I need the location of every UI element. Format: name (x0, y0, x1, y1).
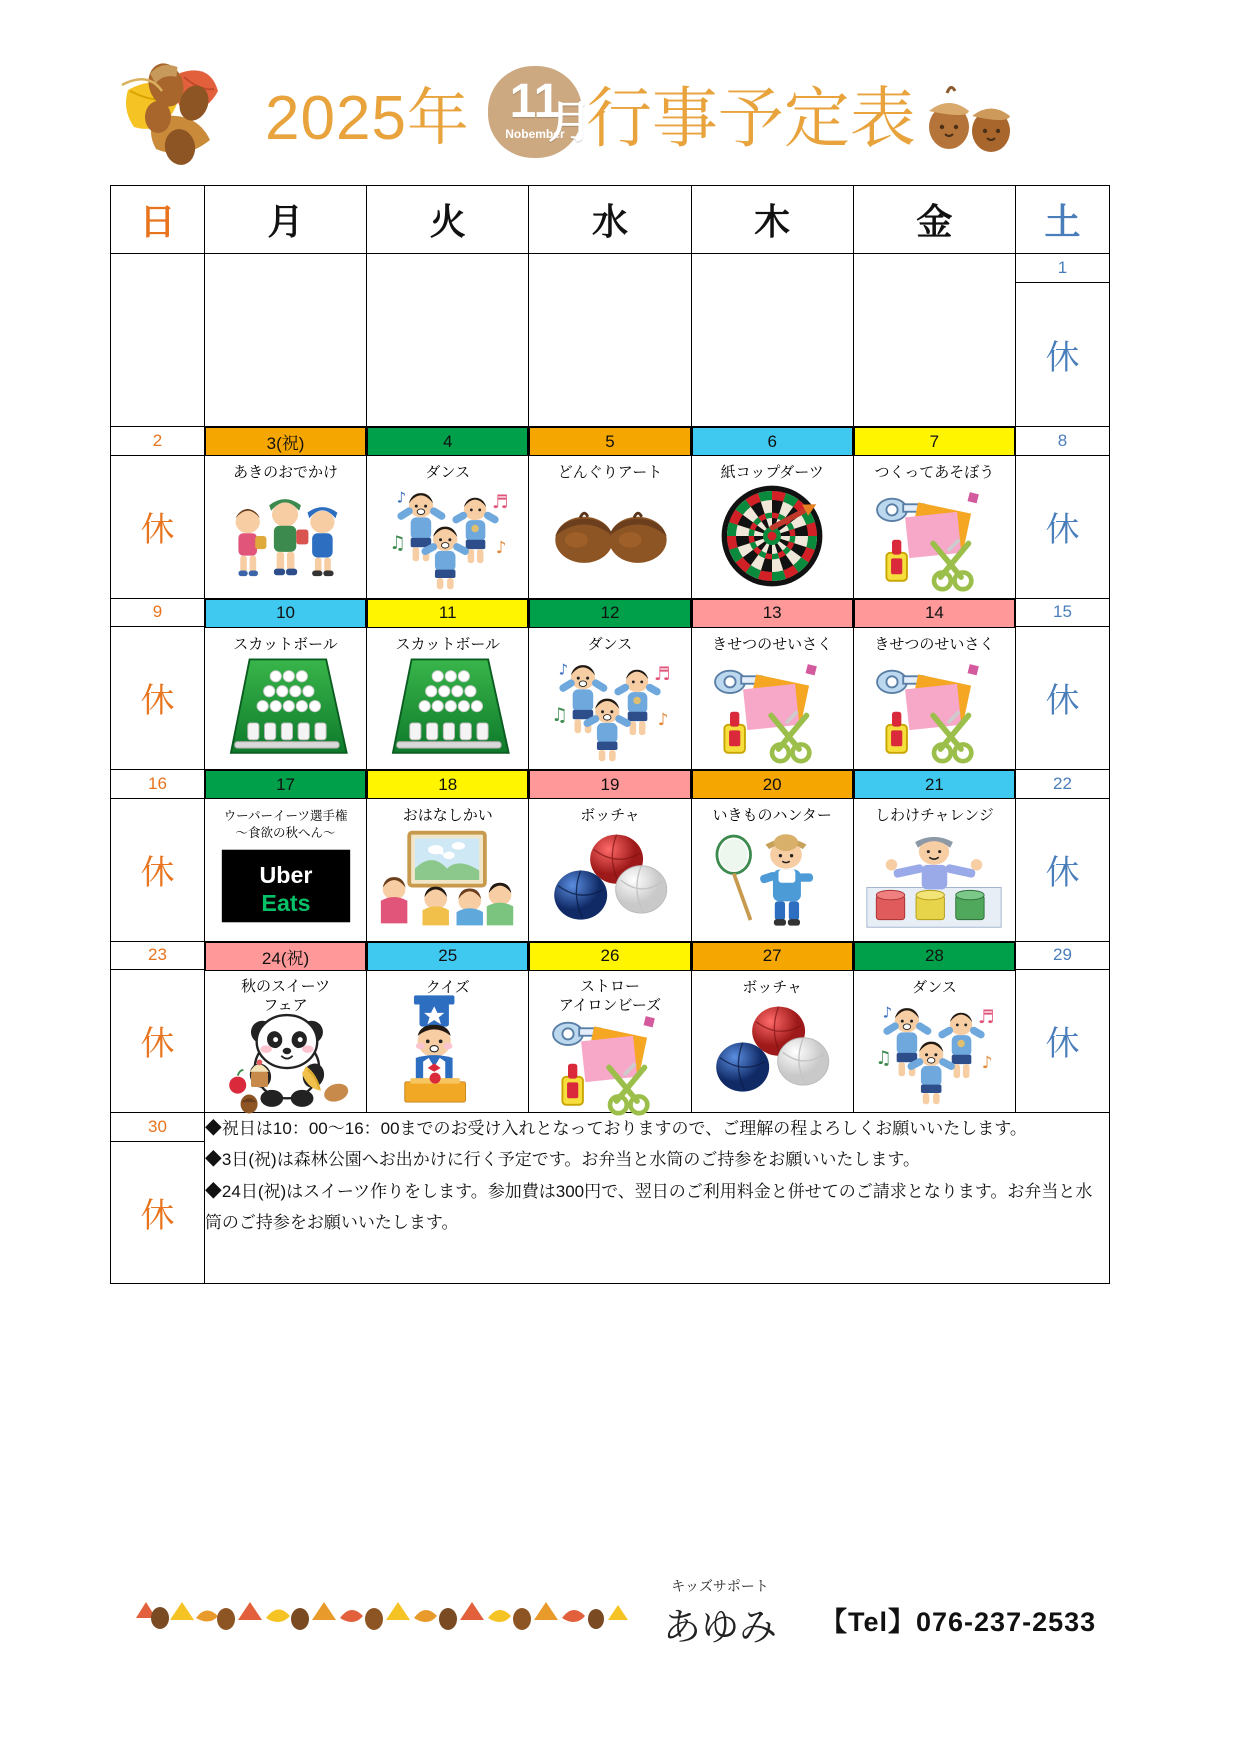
date-number: 20 (692, 771, 852, 799)
event-content (205, 627, 365, 769)
event-title: きせつのせいさく (712, 635, 833, 653)
event-subtitle: フェア (263, 997, 308, 1015)
day-header-sun: 日 (111, 186, 205, 254)
day-cell-27[interactable] (691, 941, 853, 1113)
date-number: 14 (854, 599, 1014, 627)
svg-text:♪: ♪ (396, 488, 406, 507)
event-title: ダンス (587, 635, 633, 653)
panda-sweets-illustration (205, 1014, 365, 1106)
event-content (368, 456, 528, 598)
event-title: スカットボール (233, 635, 338, 653)
day-cell-empty (111, 254, 205, 427)
event-title: スカットボール (395, 635, 501, 653)
org-subtitle: キッズサポート (671, 1578, 769, 1594)
day-cell-30[interactable] (111, 1113, 205, 1284)
svg-text:Uber: Uber (259, 862, 313, 889)
event-title: いきものハンター (712, 807, 832, 825)
date-number: 10 (205, 599, 365, 627)
day-header-mon: 月 (204, 186, 366, 254)
event-title: ボッチャ (580, 807, 640, 825)
date-number: 27 (692, 942, 852, 970)
acorn-leaves-decoration (118, 55, 278, 165)
day-cell-13[interactable] (691, 598, 853, 770)
org-name: あゆみ (662, 1607, 777, 1649)
calendar-week-row (111, 941, 1110, 1113)
day-cell-2[interactable] (111, 427, 205, 599)
acorns-illustration (530, 481, 690, 591)
day-cell-8[interactable] (1016, 427, 1110, 599)
event-title: ボッチャ (742, 978, 802, 996)
closed-label: 休 (140, 1025, 175, 1064)
day-cell-empty (204, 254, 366, 427)
event-title: おはなしかい (402, 807, 493, 825)
sorting-challenge-illustration (854, 824, 1014, 934)
day-cell-12[interactable] (529, 598, 691, 770)
event-title: 秋のスイーツ (240, 978, 331, 996)
date-number: 13 (692, 599, 852, 627)
calendar-week-row (111, 254, 1110, 427)
date-number: 26 (530, 942, 690, 970)
date-number: 16 (111, 770, 204, 798)
date-number: 1 (1016, 254, 1109, 282)
day-cell-empty (853, 254, 1015, 427)
craft-supplies-illustration (692, 653, 852, 763)
day-cell-14[interactable] (853, 598, 1015, 770)
day-cell-7[interactable] (853, 427, 1015, 599)
day-of-week-header-row (111, 186, 1110, 254)
event-content (530, 456, 690, 598)
day-cell-25[interactable] (367, 941, 529, 1113)
date-number: 9 (111, 599, 204, 627)
date-number: 8 (1016, 427, 1109, 455)
closed-label-30: 休 (140, 1196, 175, 1235)
kids-dancing-illustration (854, 996, 1014, 1106)
craft-supplies-illustration (854, 481, 1014, 591)
day-cell-22[interactable] (1016, 770, 1110, 942)
title-year: 2025年 (265, 83, 470, 153)
page-footer (0, 1570, 1240, 1690)
boccia-balls-illustration (692, 996, 852, 1106)
day-cell-15[interactable] (1016, 598, 1110, 770)
calendar-week-row (111, 598, 1110, 770)
event-content (854, 799, 1014, 941)
note-line-2: ◆3日(祝)は森林公園へお出かけに行く予定です。お弁当と水筒のご持参をお願いいたします。 (204, 1150, 920, 1170)
day-cell-28[interactable] (853, 941, 1015, 1113)
kids-dancing-illustration (530, 653, 690, 763)
event-title: ダンス (912, 978, 957, 996)
closed-label: 休 (140, 853, 175, 892)
day-cell-5[interactable] (529, 427, 691, 599)
svg-text:Eats: Eats (260, 890, 311, 917)
closed-label: 休 (1045, 510, 1080, 549)
event-content (692, 970, 852, 1112)
event-content (854, 627, 1014, 769)
day-cell-3[interactable] (204, 427, 366, 599)
calendar-last-row (111, 1113, 1110, 1284)
event-title: きせつのせいさく (874, 635, 995, 653)
month-kanji: 月 (547, 98, 592, 147)
event-title: しわけチャレンジ (875, 807, 994, 825)
note-line-3: ◆24日(祝)はスイーツ作りをします。参加費は300円で、翌日のご利用料金と併せてのご請求となります。お弁当と水筒のご持参をお願いいたします。 (204, 1181, 1093, 1233)
skittle-ball-game-illustration (205, 653, 365, 763)
date-number: 4 (368, 428, 528, 456)
event-content (368, 970, 528, 1112)
date-number: 22 (1016, 770, 1109, 798)
event-title: クイズ (425, 978, 470, 996)
month-badge (480, 64, 590, 160)
event-content (205, 456, 365, 598)
date-number-30: 30 (111, 1113, 204, 1141)
day-cell-10[interactable] (204, 598, 366, 770)
date-number: 5 (530, 428, 690, 456)
day-header-wed: 水 (529, 186, 691, 254)
day-header-tue: 火 (367, 186, 529, 254)
event-title: 紙コップダーツ (720, 464, 824, 482)
quiz-master-illustration (368, 996, 528, 1106)
day-cell-21[interactable] (853, 770, 1015, 942)
page-title (265, 57, 925, 167)
day-header-fri: 金 (853, 186, 1015, 254)
acorn-characters-decoration (915, 75, 1025, 155)
date-number: 29 (1016, 942, 1109, 970)
day-cell-1[interactable] (1016, 254, 1110, 427)
boccia-balls-illustration (530, 824, 690, 934)
dartboard-illustration (692, 481, 852, 591)
date-number: 3(祝) (205, 428, 365, 456)
telephone: 【Tel】076-237-2533 (820, 1607, 1097, 1637)
day-cell-17[interactable] (204, 770, 366, 942)
kids-dancing-illustration (368, 481, 528, 591)
date-number: 6 (692, 428, 852, 456)
acorn-leaf-border (130, 1588, 650, 1634)
event-content (854, 456, 1014, 598)
event-content (692, 627, 852, 769)
month-english: Nobember (505, 126, 565, 141)
craft-supplies-illustration (530, 1014, 690, 1106)
notes-section (204, 1113, 1109, 1284)
date-number: 2 (111, 427, 204, 455)
date-number: 21 (854, 771, 1014, 799)
event-content (368, 627, 528, 769)
svg-text:♬: ♬ (978, 1006, 996, 1028)
date-number: 17 (205, 771, 365, 799)
closed-label: 休 (140, 682, 175, 721)
day-cell-29[interactable] (1016, 941, 1110, 1113)
uber-eats-logo (205, 840, 365, 932)
svg-text:♬: ♬ (653, 663, 671, 685)
event-title: あきのおでかけ (233, 464, 338, 482)
day-cell-23[interactable] (111, 941, 205, 1113)
title-rest: 行事予定表 (585, 80, 916, 155)
event-title: ウーパーイーツ選手権 (223, 809, 348, 824)
event-content (205, 799, 365, 941)
closed-label: 休 (1045, 853, 1080, 892)
event-content (205, 970, 365, 1112)
svg-text:♫: ♫ (551, 704, 568, 726)
event-content (530, 970, 690, 1112)
event-title: どんぐりアート (557, 464, 663, 482)
day-cell-4[interactable] (367, 427, 529, 599)
event-content (530, 799, 690, 941)
closed-label: 休 (1045, 682, 1080, 721)
date-number: 18 (368, 771, 528, 799)
event-content (368, 799, 528, 941)
event-subtitle: アイロンビーズ (558, 997, 662, 1015)
date-number: 12 (530, 599, 690, 627)
day-cell-20[interactable] (691, 770, 853, 942)
svg-text:♪: ♪ (657, 708, 669, 729)
svg-text:♪: ♪ (495, 537, 507, 558)
date-number: 15 (1016, 599, 1109, 627)
month-number: 11 (509, 75, 561, 129)
skittle-ball-game-illustration (368, 653, 528, 763)
svg-text:♪: ♪ (558, 660, 569, 679)
event-content (692, 456, 852, 598)
event-content (692, 799, 852, 941)
event-title: ストロー (579, 978, 640, 996)
svg-text:♬: ♬ (491, 492, 509, 514)
event-title: ダンス (425, 464, 471, 482)
day-cell-empty (691, 254, 853, 427)
calendar-week-row (111, 427, 1110, 599)
day-cell-19[interactable] (529, 770, 691, 942)
day-cell-26[interactable] (529, 941, 691, 1113)
day-cell-24[interactable] (204, 941, 366, 1113)
day-header-sat: 土 (1016, 186, 1110, 254)
svg-text:♪: ♪ (883, 1003, 893, 1022)
closed-label: 休 (140, 510, 175, 549)
day-cell-16[interactable] (111, 770, 205, 942)
event-content (854, 970, 1014, 1112)
bug-catching-kid-illustration (692, 824, 852, 934)
note-line-1: ◆祝日は10：00～16：00までのお受け入れとなっておりますので、ご理解の程よろしくお願いいたします。 (204, 1119, 1027, 1138)
event-content (530, 627, 690, 769)
day-cell-11[interactable] (367, 598, 529, 770)
storytelling-illustration (368, 824, 528, 934)
svg-text:♪: ♪ (982, 1051, 993, 1072)
date-number: 23 (111, 942, 204, 970)
date-number: 28 (854, 942, 1014, 970)
date-number: 7 (854, 428, 1014, 456)
svg-text:♫: ♫ (388, 533, 406, 555)
calendar-week-row (111, 770, 1110, 942)
event-subtitle: ～食欲の秋へん～ (235, 825, 336, 840)
date-number: 24(祝) (205, 942, 365, 970)
day-header-thu: 木 (691, 186, 853, 254)
day-cell-empty (529, 254, 691, 427)
closed-label: 休 (1045, 338, 1080, 377)
day-cell-18[interactable] (367, 770, 529, 942)
day-cell-9[interactable] (111, 598, 205, 770)
day-cell-empty (367, 254, 529, 427)
kids-walking-illustration (205, 481, 365, 591)
date-number: 11 (368, 599, 528, 627)
date-number: 25 (368, 942, 528, 970)
page-header (0, 45, 1240, 175)
closed-label: 休 (1045, 1025, 1080, 1064)
day-cell-6[interactable] (691, 427, 853, 599)
svg-text:♫: ♫ (875, 1047, 893, 1069)
calendar-table (110, 185, 1110, 1284)
event-title: つくってあそぼう (874, 464, 995, 482)
craft-supplies-illustration (854, 653, 1014, 763)
date-number: 19 (530, 771, 690, 799)
